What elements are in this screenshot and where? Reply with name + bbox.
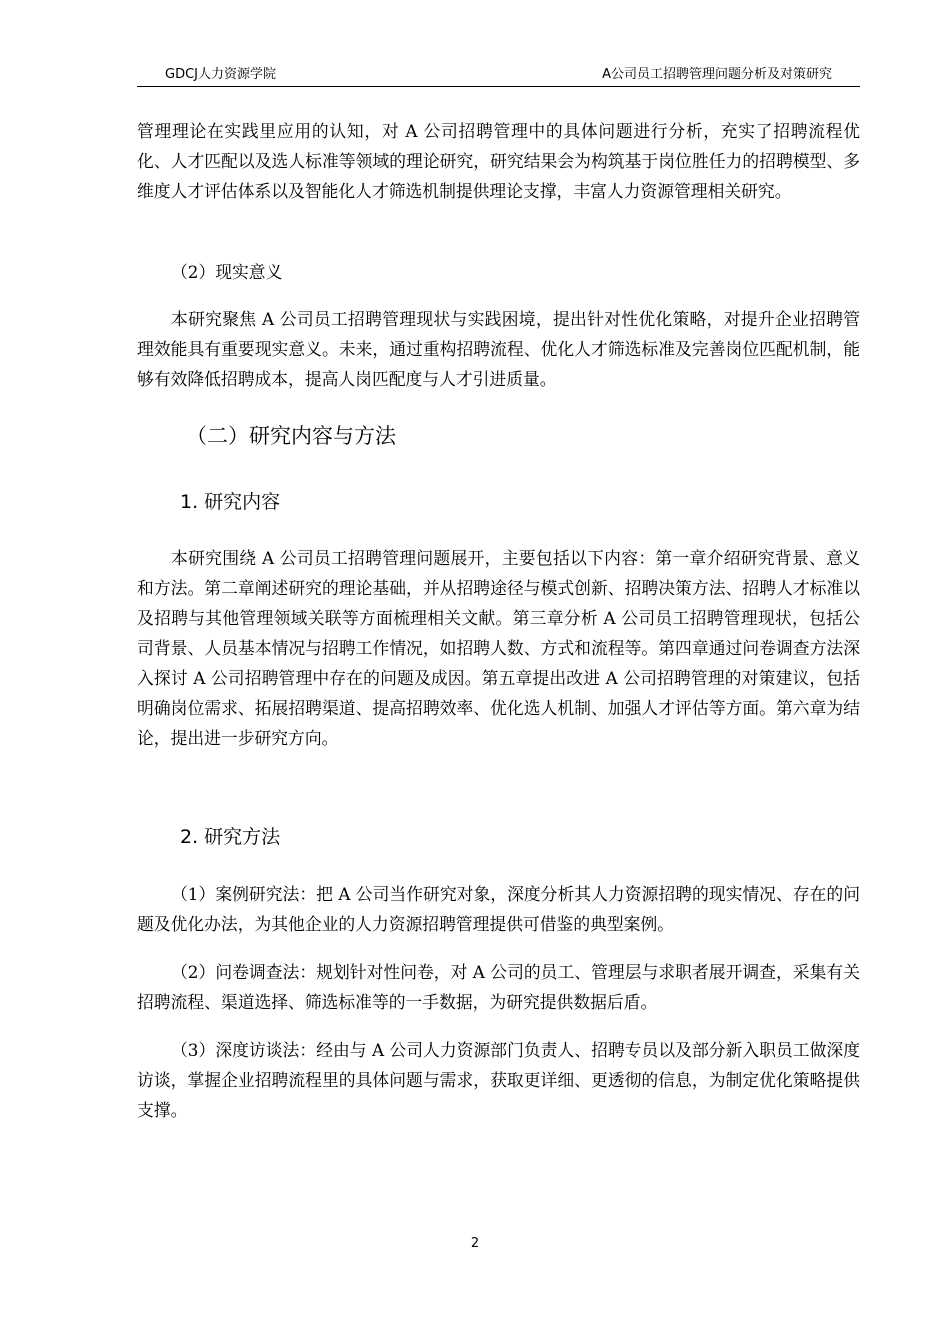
header-school: GDCJ人力资源学院: [165, 67, 276, 82]
page-header: [137, 66, 860, 87]
subsection-heading-methods: 2. 研究方法: [180, 826, 281, 848]
paragraph-survey-method: （2）问卷调查法：规划针对性问卷，对 A 公司的员工、管理层与求职者展开调查，采集有关招聘流程、渠道选择、筛选标准等的一手数据，为研究提供数据后盾。: [137, 962, 860, 1012]
page-number: 2: [470, 1236, 480, 1251]
paragraph-practical-significance: 本研究聚焦 A 公司员工招聘管理现状与实践困境，提出针对性优化策略，对提升企业招聘管理效能具有重要现实意义。未来，通过重构招聘流程、优化人才筛选标准及完善岗位匹配机制，能够有效降低招聘成本，提高人岗匹配度与人才引进质量。: [137, 309, 860, 389]
header-title: A公司员工招聘管理问题分析及对策研究: [602, 67, 832, 82]
paragraph-theory-significance: 管理理论在实践里应用的认知，对 A 公司招聘管理中的具体问题进行分析，充实了招聘流程优化、人才匹配以及选人标准等领域的理论研究，研究结果会为构筑基于岗位胜任力的招聘模型、多维度人才评估体系以及智能化人才筛选机制提供理论支撑，丰富人力资源管理相关研究。: [137, 121, 860, 201]
subsection-heading-content: 1. 研究内容: [180, 491, 281, 513]
section-heading-content-methods: （二）研究内容与方法: [186, 424, 396, 448]
paragraph-interview-method: （3）深度访谈法：经由与 A 公司人力资源部门负责人、招聘专员以及部分新入职员工做深度访谈，掌握企业招聘流程里的具体问题与需求，获取更详细、更透彻的信息，为制定优化策略提供支撑。: [137, 1040, 860, 1120]
paragraph-case-study-method: （1）案例研究法：把 A 公司当作研究对象，深度分析其人力资源招聘的现实情况、存在的问题及优化办法，为其他企业的人力资源招聘管理提供可借鉴的典型案例。: [137, 884, 860, 934]
subheading-practical-significance: （2）现实意义: [171, 262, 283, 282]
paragraph-research-content: 本研究围绕 A 公司员工招聘管理问题展开，主要包括以下内容：第一章介绍研究背景、意义和方法。第二章阐述研究的理论基础，并从招聘途径与模式创新、招聘决策方法、招聘人才标准以及招聘与其他管理领域关联等方面梳理相关文献。第三章分析 A 公司员工招聘管理现状，包括公司背景、人员基本情况与招聘工作情况，如招聘人数、方式和流程等。第四章通过问卷调查方法深入探讨 A 公司招聘管理中存在的问题及成因。第五章提出改进 A 公司招聘管理的对策建议，包括明确岗位需求、拓展招聘渠道、提高招聘效率、优化选人机制、加强人才评估等方面。第六章为结论，提出进一步研究方向。: [137, 548, 860, 748]
